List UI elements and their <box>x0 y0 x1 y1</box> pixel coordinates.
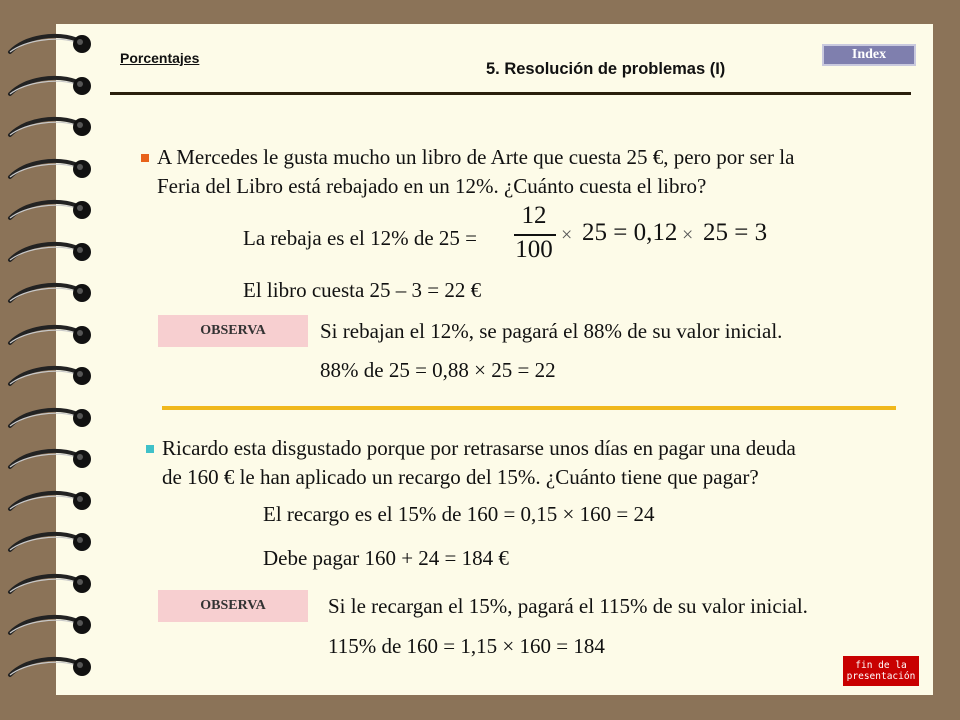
fraction-numerator: 12 <box>521 202 547 229</box>
spiral-ring-icon <box>6 445 98 475</box>
bullet-icon <box>141 154 149 162</box>
spiral-ring-icon <box>6 279 98 309</box>
spiral-ring-icon <box>6 362 98 392</box>
observa-label: OBSERVA <box>158 315 308 347</box>
problem1-calc-part-b: 25 = 3 <box>703 219 768 246</box>
spiral-ring-icon <box>6 30 98 60</box>
problem1-calc-part-a: 25 = 0,12 <box>582 219 678 246</box>
spiral-ring-icon <box>6 487 98 517</box>
problem2-observa-calc: 115% de 160 = 1,15 × 160 = 184 <box>328 634 605 658</box>
end-button-line1: fin de la <box>855 660 907 671</box>
spiral-ring-icon <box>6 113 98 143</box>
problem1-calc-prefix: La rebaja es el 12% de 25 = <box>243 226 477 250</box>
end-button-line2: presentación <box>846 671 916 682</box>
porcentajes-link[interactable]: Porcentajes <box>120 50 200 66</box>
index-button[interactable]: Index <box>822 44 916 66</box>
header-divider <box>110 92 911 95</box>
bullet-icon <box>146 445 154 453</box>
spiral-ring-icon <box>6 238 98 268</box>
page-title: 5. Resolución de problemas (I) <box>486 60 726 78</box>
spiral-ring-icon <box>6 611 98 641</box>
spiral-binding <box>0 30 100 690</box>
problem2-result: Debe pagar 160 + 24 = 184 € <box>263 546 509 570</box>
spiral-ring-icon <box>6 528 98 558</box>
fraction-denominator: 100 <box>515 236 553 263</box>
spiral-ring-icon <box>6 570 98 600</box>
spiral-ring-icon <box>6 653 98 683</box>
problem1-observa-calc: 88% de 25 = 0,88 × 25 = 22 <box>320 358 556 382</box>
section-divider <box>162 406 896 410</box>
times-symbol: × <box>682 224 694 246</box>
problem1-result: El libro cuesta 25 – 3 = 22 € <box>243 278 482 302</box>
end-presentation-button[interactable] <box>843 656 919 686</box>
observa-label: OBSERVA <box>158 590 308 622</box>
spiral-ring-icon <box>6 72 98 102</box>
spiral-ring-icon <box>6 404 98 434</box>
times-symbol: × <box>561 224 573 246</box>
spiral-ring-icon <box>6 321 98 351</box>
problem2-line1: Ricardo esta disgustado porque por retrasarse unos días en pagar una deuda <box>162 436 796 460</box>
problem1-line1: A Mercedes le gusta mucho un libro de Arte que cuesta 25 €, pero por ser la <box>157 145 795 169</box>
spiral-ring-icon <box>6 196 98 226</box>
problem2-calc: El recargo es el 15% de 160 = 0,15 × 160 = 24 <box>263 502 655 526</box>
spiral-ring-icon <box>6 155 98 185</box>
problem2-observa-text: Si le recargan el 15%, pagará el 115% de su valor inicial. <box>328 594 808 618</box>
problem1-observa-text: Si rebajan el 12%, se pagará el 88% de su valor inicial. <box>320 319 783 343</box>
problem1-line2: Feria del Libro está rebajado en un 12%. ¿Cuánto cuesta el libro? <box>157 174 707 198</box>
problem2-line2: de 160 € le han aplicado un recargo del 15%. ¿Cuánto tiene que pagar? <box>162 465 759 489</box>
